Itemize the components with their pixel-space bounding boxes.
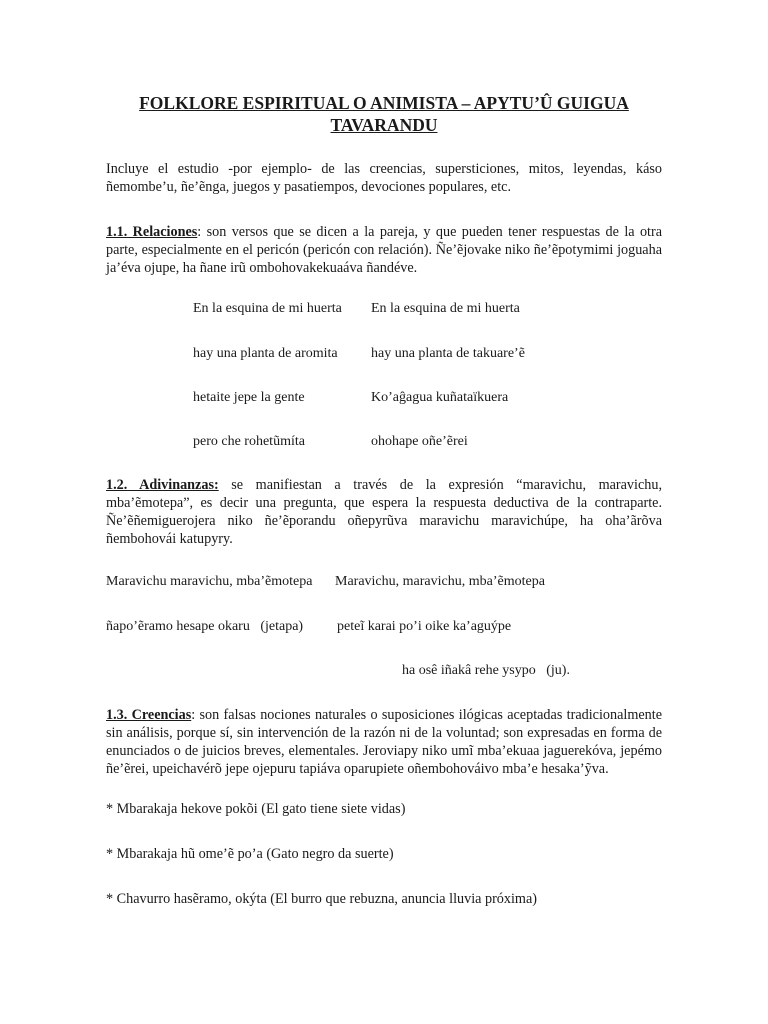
verse-right-1: En la esquina de mi huerta <box>371 301 520 316</box>
adivinanzas-paragraph <box>106 476 662 548</box>
relaciones-heading: 1.1. Relaciones <box>106 224 198 240</box>
relaciones-text: : son versos que se dicen a la pareja, y que pueden tener respuestas de la otra parte, especialmente en el pericón (pericón con relación). Ñe’ẽjovake niko ñe’ẽpotymimi joguaha ja’éva ojupe, ha ñane irũ ombohovakekuaáva ñandéve. <box>106 224 663 276</box>
riddle-answer-right: peteĩ karai po’i oike ka’aguýpe <box>337 619 512 634</box>
adivinanzas-heading: 1.2. Adivinanzas: <box>106 477 219 493</box>
creencias-heading: 1.3. Creencias <box>106 707 192 723</box>
page-title <box>0 92 768 136</box>
verse-left-2: hay una planta de aromita <box>193 346 338 361</box>
adivinanzas-text: se manifiestan a través de la expresión “maravichu, maravichu, mba’ẽmotepa”, es decir una pregunta, que espera la respuesta deductiva de la contraparte. Ñe’ẽñemiguerojera niko ñe’ẽporandu oñepyrũva maravichu maravichúpe, ha oha’ãrõva ñembohovái katupyry. <box>106 477 662 547</box>
verse-left-4: pero che rohetũmíta <box>193 434 305 449</box>
creencias-paragraph <box>106 706 662 778</box>
creencias-text: : son falsas nociones naturales o suposiciones ilógicas aceptadas tradicionalmente sin análisis, porque sí, sin intervención de la razón ni de la voluntad; son expresadas en forma de enunciados o de juicios breves, elementales. Jeroviapy niko umĩ mba’ekuaa jaguerekóva, jepémo ñe’ẽrei, upeichavérõ jepe ojepuru tapiáva oparupiete oñembohováivo mba’e hesaka’ỹva. <box>106 707 663 777</box>
relaciones-paragraph <box>106 223 662 277</box>
belief-item-2: * Mbarakaja hũ ome’ẽ po’a (Gato negro da suerte) <box>106 846 394 862</box>
verse-left-3: hetaite jepe la gente <box>193 390 305 405</box>
riddle-answer-right-2: ha osê iñakâ rehe ysypo (ju). <box>402 663 570 678</box>
riddle-question-right: Maravichu, maravichu, mba’ẽmotepa <box>335 574 545 589</box>
title-line-2: TAVARANDU <box>330 115 438 135</box>
belief-item-3: * Chavurro hasẽramo, okýta (El burro que rebuzna, anuncia lluvia próxima) <box>106 891 537 907</box>
verse-right-3: Ko’aĝagua kuñataïkuera <box>371 390 509 405</box>
intro-paragraph: Incluye el estudio -por ejemplo- de las creencias, supersticiones, mitos, leyendas, káso ñemombe’u, ñe’ẽnga, juegos y pasatiempos, devociones populares, etc. <box>106 161 662 195</box>
belief-item-1: * Mbarakaja hekove pokõi (El gato tiene siete vidas) <box>106 801 406 817</box>
verse-left-1: En la esquina de mi huerta <box>193 301 342 316</box>
riddle-question-left: Maravichu maravichu, mba’ẽmotepa <box>106 574 313 589</box>
verse-right-2: hay una planta de takuare’ẽ <box>371 346 525 361</box>
title-line-1: FOLKLORE ESPIRITUAL O ANIMISTA – APYTU’Û GUIGUA <box>139 93 629 113</box>
verse-right-4: ohohape oñe’ẽrei <box>371 434 468 449</box>
riddle-answer-left: ñapo’ẽramo hesape okaru (jetapa) <box>106 619 304 634</box>
